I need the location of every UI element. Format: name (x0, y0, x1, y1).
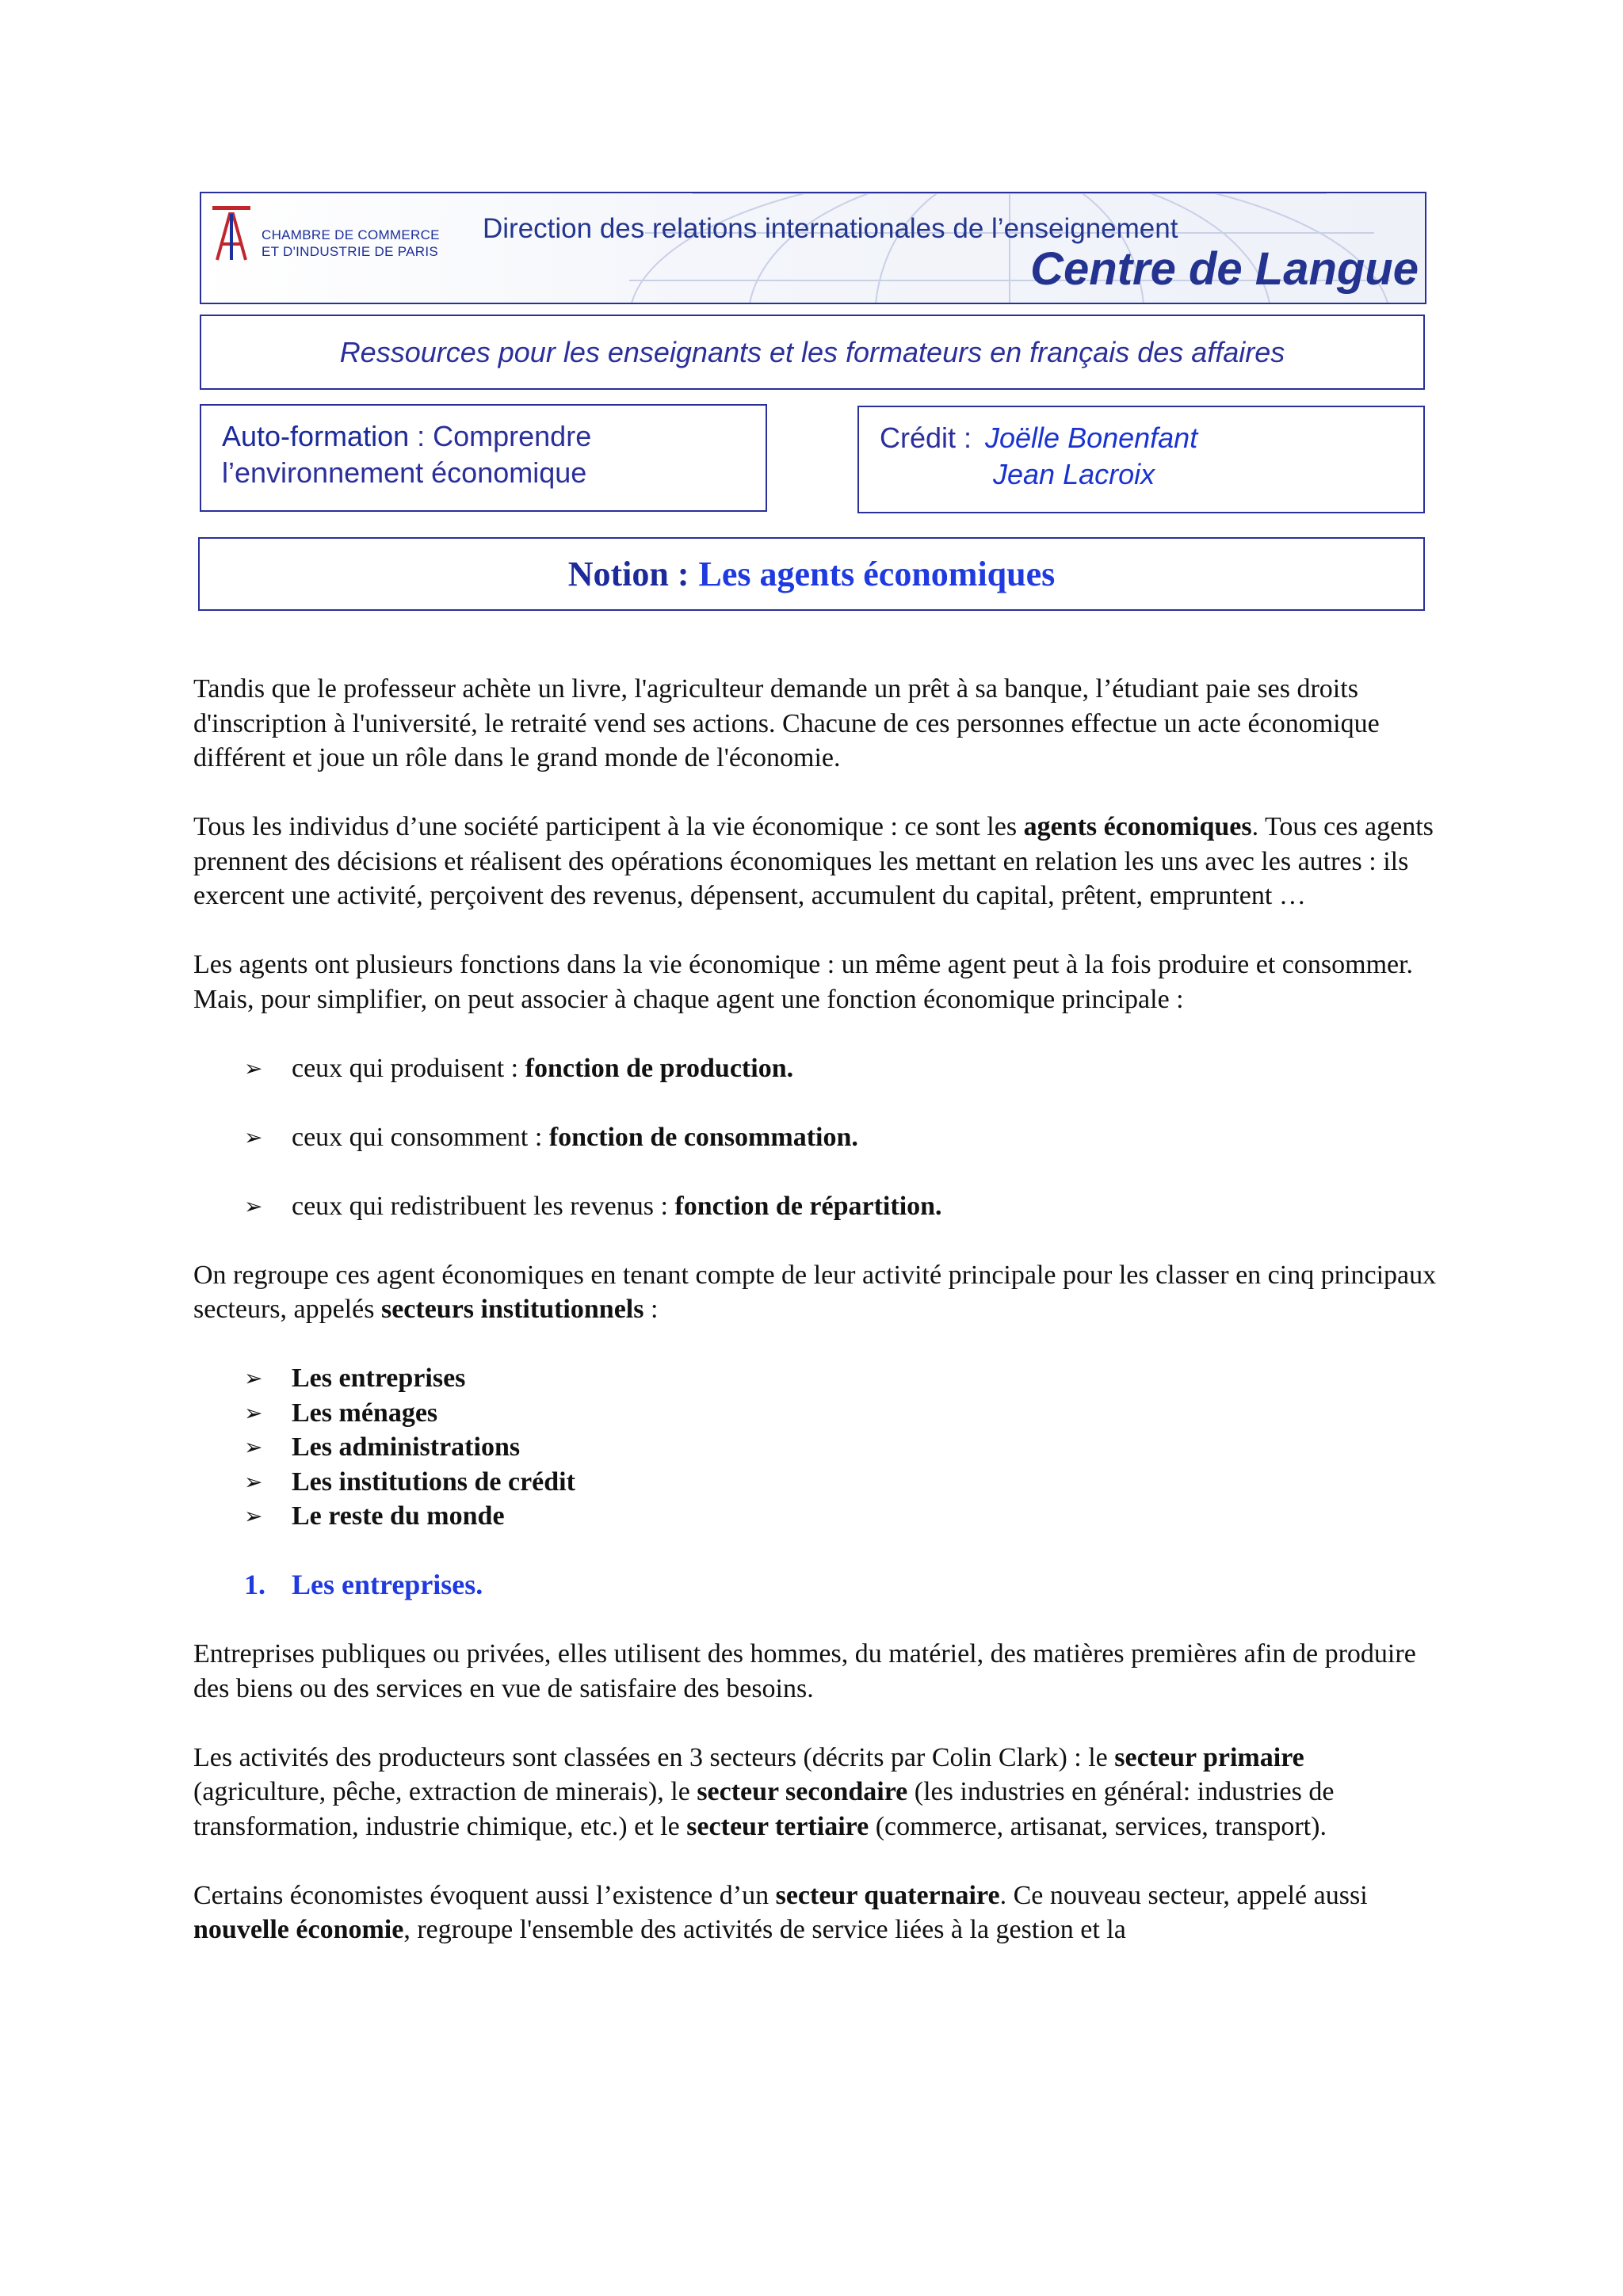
p2-bold-agents: agents économiques (1023, 812, 1252, 841)
p7-text-5: , regroupe l'ensemble des activités de service liées à la gestion et la (403, 1915, 1126, 1944)
arrowhead-bullet-icon: ➢ (244, 1503, 263, 1529)
section-title: Les entreprises. (292, 1569, 483, 1600)
p7-text-1: Certains économistes évoquent aussi l’existence d’un (193, 1880, 776, 1910)
notion-box (198, 537, 1425, 611)
sector-label: Les administrations (292, 1432, 521, 1462)
notion-label: Notion : (567, 555, 689, 593)
paragraph-6 (193, 1741, 1438, 1844)
credit-indent (880, 456, 993, 493)
p4-text-c: : (643, 1295, 659, 1324)
function-text-bold: fonction de production. (525, 1053, 794, 1083)
cci-name-line2: ET D'INDUSTRIE DE PARIS (262, 244, 438, 259)
function-text-plain: ceux qui produisent : (292, 1053, 525, 1083)
sectors-list (193, 1361, 1438, 1534)
sector-item (244, 1499, 1438, 1534)
credit-label-text: Crédit (880, 421, 957, 454)
section-heading-entreprises (244, 1568, 1438, 1603)
credit-name-2: Jean Lacroix (993, 458, 1155, 490)
paragraph-5: Entreprises publiques ou privées, elles utilisent des hommes, du matériel, des matières premières afin de produire des biens ou des services en vue de satisfaire des besoins. (193, 1639, 1416, 1703)
p6-bold-secondaire: secteur secondaire (697, 1777, 908, 1806)
paragraph-7 (193, 1878, 1438, 1947)
auto-formation-label: Auto-formation (222, 420, 410, 452)
sector-item (244, 1396, 1438, 1431)
section-number: 1. (244, 1569, 265, 1600)
sector-item (244, 1361, 1438, 1396)
credit-row1 (880, 420, 1423, 456)
function-text-bold: fonction de consommation. (548, 1122, 858, 1152)
p7-text-3: . Ce nouveau secteur, appelé aussi (999, 1880, 1368, 1910)
credit-box (857, 406, 1425, 513)
function-item (244, 1189, 1438, 1224)
arrowhead-bullet-icon: ➢ (244, 1399, 263, 1426)
p6-text-3: (agriculture, pêche, extraction de minerais), le (193, 1777, 697, 1806)
arrowhead-bullet-icon: ➢ (244, 1123, 263, 1150)
notion-title: Les agents économiques (698, 555, 1056, 593)
sector-label: Les institutions de crédit (292, 1466, 575, 1497)
function-item (244, 1051, 1438, 1086)
p2-text-a: Tous les individus d’une société participent à la vie économique : ce sont les (193, 812, 1024, 841)
cci-name-line1: CHAMBRE DE COMMERCE (262, 227, 440, 242)
auto-formation-line2: l’environnement économique (222, 456, 587, 489)
sector-item (244, 1430, 1438, 1465)
auto-formation-line1 (222, 418, 766, 455)
centre-de-langue-title: Centre de Langue (1030, 243, 1419, 295)
credit-name-1: Joëlle Bonenfant (985, 421, 1198, 454)
function-text (292, 1120, 858, 1155)
sector-item (244, 1465, 1438, 1500)
paragraph-2 (193, 810, 1438, 913)
paragraph-4 (193, 1258, 1438, 1327)
p6-bold-primaire: secteur primaire (1114, 1742, 1304, 1772)
arrowhead-bullet-icon: ➢ (244, 1468, 263, 1495)
credit-label (880, 420, 985, 456)
paragraph-1: Tandis que le professeur achète un livre, l'agriculteur demande un prêt à sa banque, l’étudiant paie ses droits d'inscription à l'université, le retraité vend ses actions. Chacune de ces personnes effectue un acte économique différent et joue un rôle dans le grand monde de l'économie. (193, 674, 1380, 772)
function-text (292, 1189, 942, 1224)
sector-label: Les entreprises (292, 1363, 466, 1393)
arrowhead-bullet-icon: ➢ (244, 1434, 263, 1460)
resources-banner (200, 315, 1425, 390)
p2-text-c: . Tous ces agents prennent des décisions et réalisent des opérations économiques les mettant en relation les uns avec les autres : ils exercent une activité, perçoivent des revenus, dépensent, accumulent du capital, prêtent, empruntent … (193, 812, 1434, 910)
p4-text-a: On regroupe ces agent économiques en tenant compte de leur activité principale pour les classer en cinq principaux secteurs, appelés (193, 1260, 1437, 1324)
arrowhead-bullet-icon: ➢ (244, 1192, 263, 1219)
p6-text-5: (les industries en général: industries de transformation, industrie chimique, etc.) et le (193, 1777, 1335, 1841)
function-text-plain: ceux qui consomment : (292, 1122, 549, 1152)
direction-title: Direction des relations internationales de l’enseignement (483, 213, 1178, 244)
function-text-bold: fonction de répartition. (674, 1191, 942, 1221)
resources-text: Ressources pour les enseignants et les formateurs en français des affaires (339, 335, 1285, 368)
p6-text-1: Les activités des producteurs sont classées en 3 secteurs (décrits par Colin Clark) : le (193, 1742, 1115, 1772)
p7-bold-nouvelle-economie: nouvelle économie (193, 1915, 404, 1944)
sector-label: Le reste du monde (292, 1501, 505, 1531)
p7-bold-quaternaire: secteur quaternaire (775, 1880, 1000, 1910)
arrowhead-bullet-icon: ➢ (244, 1055, 263, 1081)
credit-separator: : (956, 421, 980, 454)
p4-bold-secteurs: secteurs institutionnels (380, 1295, 644, 1324)
p6-bold-tertiaire: secteur tertiaire (686, 1811, 869, 1841)
cci-name (262, 227, 440, 260)
cci-logo-icon (211, 204, 252, 261)
auto-formation-title-part1: Comprendre (433, 420, 592, 452)
sector-label: Les ménages (292, 1398, 438, 1428)
p6-text-7: (commerce, artisanat, services, transport). (869, 1811, 1327, 1841)
function-text (292, 1051, 793, 1086)
header-banner (200, 192, 1426, 304)
credit-row2 (880, 456, 1423, 493)
auto-formation-box (200, 404, 767, 512)
document-body (193, 672, 1438, 1981)
function-item (244, 1120, 1438, 1155)
arrowhead-bullet-icon: ➢ (244, 1365, 263, 1391)
auto-formation-separator: : (409, 420, 433, 452)
paragraph-3: Les agents ont plusieurs fonctions dans la vie économique : un même agent peut à la fois produire et consommer. Mais, pour simplifier, on peut associer à chaque agent une fonction économique principale : (193, 950, 1414, 1014)
function-text-plain: ceux qui redistribuent les revenus : (292, 1191, 675, 1221)
